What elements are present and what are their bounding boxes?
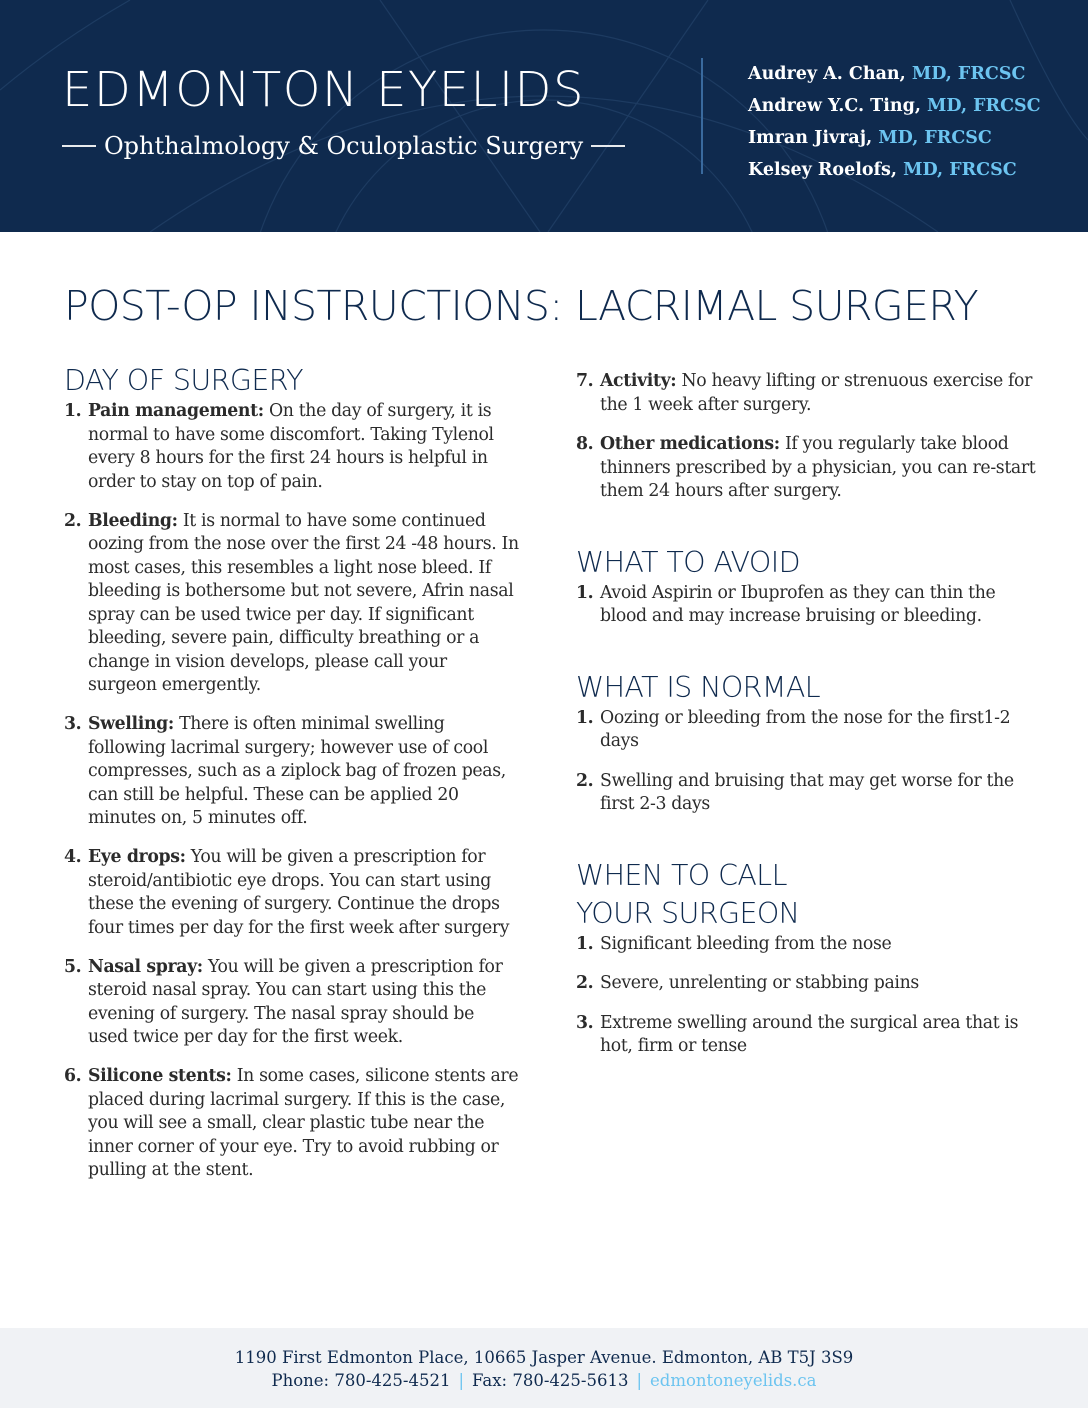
- when-to-call-list: [576, 933, 1036, 1059]
- doctor-name: Kelsey Roelofs,: [748, 160, 897, 180]
- brand-block: [62, 58, 662, 166]
- footer-fax: Fax: 780-425-5613: [472, 1371, 629, 1390]
- day-of-surgery-list: [64, 400, 519, 1183]
- doctor-credentials: MD, FRCSC: [911, 64, 1026, 84]
- what-is-normal-list: [576, 707, 1036, 817]
- page-header: [0, 0, 1088, 232]
- doctor-credentials: MD, FRCSC: [878, 128, 992, 148]
- brand-subtitle-row: [62, 126, 662, 166]
- section-heading-day-of-surgery: DAY OF SURGERY: [64, 364, 303, 397]
- list-item: 4. Eye drops: You will be given a prescription for steroid/antibiotic eye drops. You can start using these the evening of surgery. Continue the drops four times per day for the first week after surgery: [64, 847, 510, 938]
- brand-name: EDMONTON EYELIDS: [62, 62, 585, 118]
- what-to-avoid-list: [576, 582, 1036, 629]
- list-item: 1. Significant bleeding from the nose: [576, 933, 892, 954]
- list-item: 2. Severe, unrelenting or stabbing pains: [576, 973, 919, 993]
- brand-subtitle: Ophthalmology & Oculoplastic Surgery: [104, 132, 584, 160]
- section-heading-when-to-call: WHEN TO CALL YOUR SURGEON: [576, 858, 800, 930]
- list-item: 2. Bleeding: It is normal to have some continued oozing from the nose over the first 24 -48 hours. In most cases, this resembles a light nose bleed. If bleeding is bothersome but not severe, Afrin nasal spray can be used twice per day. If significant bleeding, severe pain, difficulty breathing or a change in vision develops, please call your surgeon emergently.: [64, 510, 519, 695]
- footer-separator: |: [636, 1371, 643, 1390]
- list-item: 1. Avoid Aspirin or Ibuprofen as they can thin the blood and may increase bruising or bleeding.: [576, 582, 996, 626]
- doctor-entry: [748, 90, 1041, 122]
- doctor-credentials: MD, FRCSC: [903, 160, 1017, 180]
- doctor-name: Andrew Y.C. Ting,: [748, 96, 921, 116]
- doctor-entry: [748, 154, 1041, 186]
- section-heading-what-is-normal: WHAT IS NORMAL: [576, 670, 821, 704]
- section-heading-what-to-avoid: WHAT TO AVOID: [576, 545, 800, 579]
- doctor-name: Audrey A. Chan,: [748, 64, 906, 84]
- doctor-credentials: MD, FRCSC: [927, 96, 1041, 116]
- list-item: 1. Pain management: On the day of surgery, it is normal to have some discomfort. Taking Tylenol every 8 hours for the first 24 hours is helpful in order to stay on top of pain.: [64, 401, 494, 492]
- list-item: 6. Silicone stents: In some cases, silicone stents are placed during lacrimal surgery. If this is the case, you will see a small, clear plastic tube near the inner corner of your eye. Try to avoid rubbing or pulling at the stent.: [64, 1066, 519, 1180]
- list-item: 8. Other medications: If you regularly take blood thinners prescribed by a physician, you can re-start them 24 hours after surgery.: [576, 434, 1036, 501]
- day-of-surgery-list-continued: [576, 370, 1036, 504]
- doctor-list: [748, 58, 1041, 186]
- footer-separator: |: [458, 1371, 465, 1390]
- page-title: POST-OP INSTRUCTIONS: LACRIMAL SURGERY: [64, 282, 979, 330]
- doctor-name: Imran Jivraj,: [748, 128, 873, 148]
- subtitle-rule-right: [591, 145, 625, 147]
- list-item: 3. Swelling: There is often minimal swelling following lacrimal surgery; however use of cool compresses, such as a ziplock bag of frozen peas, can still be helpful. These can be applied 20 minutes on, 5 minutes off.: [64, 714, 506, 828]
- footer-address: 1190 First Edmonton Place, 10665 Jasper Avenue. Edmonton, AB T5J 3S9: [234, 1348, 854, 1367]
- left-column: [64, 362, 519, 1198]
- doctor-entry: [748, 58, 1041, 90]
- page-footer: [0, 1328, 1088, 1408]
- footer-contact-row: [0, 1369, 1088, 1392]
- right-column: [576, 370, 1036, 1075]
- footer-website-link[interactable]: edmontoneyelids.ca: [650, 1371, 817, 1390]
- list-item: 3. Extreme swelling around the surgical area that is hot, firm or tense: [576, 1012, 1019, 1056]
- subtitle-rule-left: [62, 145, 96, 147]
- list-item: 5. Nasal spray: You will be given a prescription for steroid nasal spray. You can start using this the evening of surgery. The nasal spray should be used twice per day for the first week.: [64, 956, 503, 1047]
- list-item: 2. Swelling and bruising that may get worse for the first 2-3 days: [576, 770, 1014, 814]
- doctor-entry: [748, 122, 1041, 154]
- header-divider: [701, 58, 703, 174]
- footer-phone: Phone: 780-425-4521: [271, 1371, 451, 1390]
- list-item: 1. Oozing or bleeding from the nose for the first1-2 days: [576, 707, 1011, 751]
- list-item: 7. Activity: No heavy lifting or strenuous exercise for the 1 week after surgery.: [576, 371, 1033, 415]
